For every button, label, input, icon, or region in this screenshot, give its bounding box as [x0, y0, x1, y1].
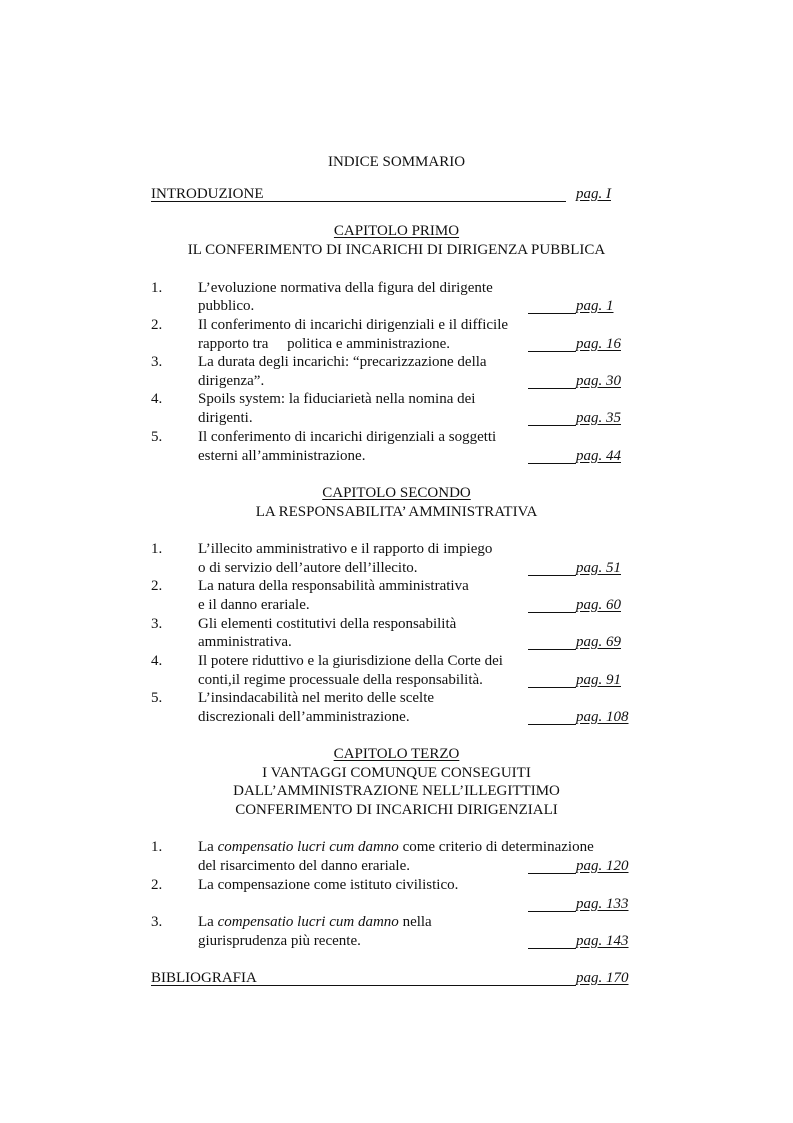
- ch2-item-4-line1: Il potere riduttivo e la giurisdizione della Corte dei: [198, 653, 503, 669]
- ch1-item-2-num: 2.: [151, 317, 163, 333]
- ch3-item-3-post: nella: [398, 914, 432, 930]
- ch2-item-3-line1: Gli elementi costitutivi della responsabilità: [198, 616, 457, 632]
- ch2-item-2-line1: La natura della responsabilità amministrativa: [198, 578, 469, 594]
- ch1-item-2-line2: rapporto tra politica e amministrazione.: [198, 336, 450, 352]
- ch1-item-4-num: 4.: [151, 391, 163, 407]
- page-title: INDICE SOMMARIO: [327, 154, 466, 170]
- ch2-item-4-page: pag. 91: [576, 672, 621, 688]
- ch1-item-3-line2: dirigenza”.: [198, 373, 265, 389]
- ch1-item-3-line1: La durata degli incarichi: “precarizzazione della: [198, 354, 487, 370]
- ch1-item-5-num: 5.: [151, 429, 163, 445]
- ch3-item-3-em: compensatio lucri cum damno: [217, 914, 399, 930]
- ch3-item-3-page: pag. 143: [576, 933, 629, 949]
- ch2-item-3-page: pag. 69: [576, 634, 621, 650]
- ch2-item-2-num: 2.: [151, 578, 163, 594]
- ch2-item-1-line1: L’illecito amministrativo e il rapporto di impiego: [198, 541, 493, 557]
- leader-rule: [528, 612, 576, 613]
- bibliography-page: pag. 170: [576, 970, 629, 986]
- ch2-item-4-line2: conti,il regime processuale della responsabilità.: [198, 672, 483, 688]
- ch2-item-1-page: pag. 51: [576, 560, 621, 576]
- leader-rule: [528, 388, 576, 389]
- ch1-item-3-num: 3.: [151, 354, 163, 370]
- ch1-item-2-line1: Il conferimento di incarichi dirigenziali e il difficile: [198, 317, 509, 333]
- leader-rule: [528, 351, 576, 352]
- ch2-item-2-page: pag. 60: [576, 597, 621, 613]
- ch2-item-5-line1: L’insindacabilità nel merito delle scelte: [198, 690, 435, 706]
- leader-rule: [528, 313, 576, 314]
- chapter-1-heading: CAPITOLO PRIMO: [333, 223, 460, 239]
- ch1-item-3-page: pag. 30: [576, 373, 621, 389]
- ch1-item-4-line2: dirigenti.: [198, 410, 253, 426]
- ch2-item-4-num: 4.: [151, 653, 163, 669]
- ch1-item-1-page: pag. 1: [576, 298, 614, 314]
- leader-rule: [528, 724, 576, 725]
- bibliography-leader-rule: [151, 985, 576, 986]
- intro-leader-rule: [151, 201, 566, 202]
- ch1-item-5-line1: Il conferimento di incarichi dirigenziali a soggetti: [198, 429, 497, 445]
- intro-page: pag. I: [576, 186, 611, 202]
- ch1-item-2-page: pag. 16: [576, 336, 621, 352]
- leader-rule: [528, 948, 576, 949]
- leader-rule: [528, 425, 576, 426]
- bibliography-label: BIBLIOGRAFIA: [151, 970, 257, 986]
- chapter-3-subtitle-1: I VANTAGGI COMUNQUE CONSEGUITI: [262, 765, 531, 781]
- ch2-item-1-num: 1.: [151, 541, 163, 557]
- intro-label: INTRODUZIONE: [151, 186, 264, 202]
- ch3-item-1-pre: La: [198, 839, 218, 855]
- ch3-item-1-page: pag. 120: [576, 858, 629, 874]
- ch1-item-1-line1: L’evoluzione normativa della figura del dirigente: [198, 280, 493, 296]
- ch3-item-3-num: 3.: [151, 914, 163, 930]
- ch2-item-2-line2: e il danno erariale.: [198, 597, 310, 613]
- ch1-item-1-line2: pubblico.: [198, 298, 255, 314]
- ch1-item-1-num: 1.: [151, 280, 163, 296]
- chapter-2-heading: CAPITOLO SECONDO: [322, 485, 471, 501]
- ch3-item-3-pre: La: [198, 914, 218, 930]
- ch1-item-5-page: pag. 44: [576, 448, 621, 464]
- ch3-item-2-line1: La compensazione come istituto civilistico.: [198, 877, 459, 893]
- ch2-item-1-line2: o di servizio dell’autore dell’illecito.: [198, 560, 418, 576]
- leader-rule: [528, 873, 576, 874]
- ch2-item-3-line2: amministrativa.: [198, 634, 292, 650]
- ch3-item-3-line1: [198, 913, 432, 931]
- chapter-3-subtitle-2: DALL’AMMINISTRAZIONE NELL’ILLEGITTIMO: [233, 783, 560, 799]
- chapter-3-heading: CAPITOLO TERZO: [333, 746, 460, 762]
- ch1-item-5-line2: esterni all’amministrazione.: [198, 448, 366, 464]
- ch3-item-2-num: 2.: [151, 877, 163, 893]
- ch2-item-3-num: 3.: [151, 616, 163, 632]
- ch1-item-4-page: pag. 35: [576, 410, 621, 426]
- leader-rule: [528, 687, 576, 688]
- chapter-1-subtitle: IL CONFERIMENTO DI INCARICHI DI DIRIGENZA PUBBLICA: [187, 242, 606, 258]
- ch2-item-5-page: pag. 108: [576, 709, 629, 725]
- chapter-3-subtitle-3: CONFERIMENTO DI INCARICHI DIRIGENZIALI: [235, 802, 558, 818]
- leader-rule: [528, 575, 576, 576]
- ch2-item-5-line2: discrezionali dell’amministrazione.: [198, 709, 410, 725]
- ch3-item-1-post: come criterio di determinazione: [398, 839, 594, 855]
- leader-rule: [528, 649, 576, 650]
- ch3-item-1-em: compensatio lucri cum damno: [217, 839, 399, 855]
- ch3-item-1-num: 1.: [151, 839, 163, 855]
- ch3-item-2-page: pag. 133: [576, 896, 629, 912]
- ch3-item-1-line2: del risarcimento del danno erariale.: [198, 858, 410, 874]
- ch2-item-5-num: 5.: [151, 690, 163, 706]
- leader-rule: [528, 463, 576, 464]
- leader-rule: [528, 911, 576, 912]
- ch1-item-4-line1: Spoils system: la fiduciarietà nella nomina dei: [198, 391, 476, 407]
- ch3-item-3-line2: giurisprudenza più recente.: [198, 933, 361, 949]
- ch3-item-1-line1: [198, 838, 594, 856]
- chapter-2-subtitle: LA RESPONSABILITA’ AMMINISTRATIVA: [255, 504, 538, 520]
